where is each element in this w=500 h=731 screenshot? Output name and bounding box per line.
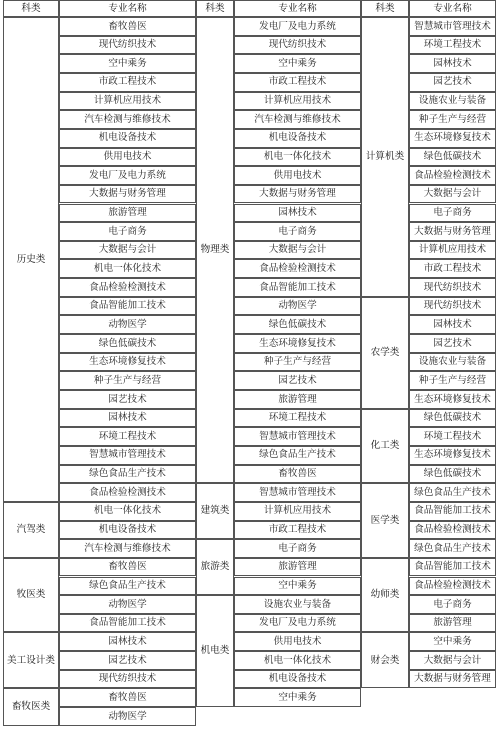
major-cell: 电子商务 xyxy=(234,539,361,558)
major-cell: 汽车检测与维修技术 xyxy=(234,110,361,129)
major-cell: 动物医学 xyxy=(59,595,196,614)
category-cell: 计算机类 xyxy=(361,17,409,297)
category-cell: 汽驾类 xyxy=(3,502,59,558)
major-cell: 市政工程技术 xyxy=(59,73,196,92)
major-cell: 园林技术 xyxy=(409,315,496,334)
category-cell: 化工类 xyxy=(361,409,409,484)
major-cell: 智慧城市管理技术 xyxy=(234,427,361,446)
major-cell: 机电设备技术 xyxy=(234,129,361,148)
major-cell: 园艺技术 xyxy=(409,73,496,92)
major-cell: 供用电技术 xyxy=(234,166,361,185)
major-cell: 动物医学 xyxy=(234,297,361,316)
major-cell: 绿色食品生产技术 xyxy=(59,465,196,484)
major-cell: 电子商务 xyxy=(409,595,496,614)
major-cell: 现代纺织技术 xyxy=(409,297,496,316)
major-cell: 发电厂及电力系统 xyxy=(234,17,361,36)
major-cell: 食品检验检测技术 xyxy=(59,278,196,297)
major-cell: 现代纺织技术 xyxy=(409,278,496,297)
major-cell: 电子商务 xyxy=(409,204,496,223)
category-cell: 物理类 xyxy=(196,17,234,483)
major-cell: 大数据与财务管理 xyxy=(59,185,196,204)
major-cell: 绿色低碳技术 xyxy=(409,409,496,428)
header-major: 专业名称 xyxy=(59,0,196,17)
major-cell: 畜牧兽医 xyxy=(59,688,196,707)
major-cell: 大数据与会计 xyxy=(409,651,496,670)
major-cell: 生态环境修复技术 xyxy=(409,390,496,409)
major-cell: 市政工程技术 xyxy=(409,259,496,278)
category-cell: 美工设计类 xyxy=(3,632,59,688)
major-cell: 大数据与财务管理 xyxy=(409,222,496,241)
major-cell: 绿色食品生产技术 xyxy=(409,483,496,502)
major-cell: 畜牧兽医 xyxy=(234,465,361,484)
major-cell: 机电一体化技术 xyxy=(234,148,361,167)
major-cell: 园艺技术 xyxy=(234,371,361,390)
major-cell: 空中乘务 xyxy=(409,632,496,651)
major-cell: 环境工程技术 xyxy=(234,409,361,428)
major-cell: 食品检验检测技术 xyxy=(409,521,496,540)
major-cell: 食品智能加工技术 xyxy=(59,297,196,316)
header-category: 科类 xyxy=(3,0,59,17)
major-cell: 旅游管理 xyxy=(234,390,361,409)
header-major: 专业名称 xyxy=(234,0,361,17)
major-cell: 环境工程技术 xyxy=(409,36,496,55)
major-cell: 空中乘务 xyxy=(59,54,196,73)
major-cell: 动物医学 xyxy=(59,315,196,334)
major-cell: 绿色食品生产技术 xyxy=(59,577,196,596)
major-cell: 大数据与会计 xyxy=(59,241,196,260)
major-cell: 生态环境修复技术 xyxy=(409,129,496,148)
major-cell: 机电一体化技术 xyxy=(59,259,196,278)
major-cell: 环境工程技术 xyxy=(409,427,496,446)
major-cell: 种子生产与经营 xyxy=(409,110,496,129)
major-cell: 空中乘务 xyxy=(234,688,361,707)
major-cell: 现代纺织技术 xyxy=(59,670,196,689)
category-cell: 旅游类 xyxy=(196,539,234,595)
major-cell: 空中乘务 xyxy=(234,54,361,73)
major-cell: 畜牧兽医 xyxy=(59,558,196,577)
major-cell: 智慧城市管理技术 xyxy=(234,483,361,502)
major-cell: 绿色食品生产技术 xyxy=(234,446,361,465)
major-cell: 供用电技术 xyxy=(59,148,196,167)
major-cell: 食品智能加工技术 xyxy=(59,614,196,633)
major-cell: 旅游管理 xyxy=(409,614,496,633)
category-cell: 幼师类 xyxy=(361,558,409,633)
category-cell: 医学类 xyxy=(361,483,409,558)
major-cell: 园艺技术 xyxy=(409,334,496,353)
major-cell: 绿色低碳技术 xyxy=(234,315,361,334)
category-cell: 农学类 xyxy=(361,297,409,409)
major-cell: 绿色低碳技术 xyxy=(59,334,196,353)
major-cell: 食品智能加工技术 xyxy=(409,558,496,577)
major-cell: 食品检验检测技术 xyxy=(409,166,496,185)
category-cell: 机电类 xyxy=(196,595,234,707)
major-cell: 发电厂及电力系统 xyxy=(59,166,196,185)
category-cell: 牧医类 xyxy=(3,558,59,633)
major-cell: 大数据与财务管理 xyxy=(409,670,496,689)
major-cell: 机电设备技术 xyxy=(59,521,196,540)
major-cell: 大数据与会计 xyxy=(234,241,361,260)
major-cell: 电子商务 xyxy=(234,222,361,241)
major-cell: 市政工程技术 xyxy=(234,73,361,92)
major-cell: 旅游管理 xyxy=(59,204,196,223)
major-cell: 园艺技术 xyxy=(59,651,196,670)
major-cell: 食品检验检测技术 xyxy=(59,483,196,502)
major-cell: 动物医学 xyxy=(59,707,196,726)
category-cell: 财会类 xyxy=(361,632,409,688)
major-cell: 园林技术 xyxy=(59,632,196,651)
major-cell: 汽车检测与维修技术 xyxy=(59,539,196,558)
major-cell: 现代纺织技术 xyxy=(234,36,361,55)
major-cell: 市政工程技术 xyxy=(234,521,361,540)
major-cell: 生态环境修复技术 xyxy=(59,353,196,372)
header-major: 专业名称 xyxy=(409,0,496,17)
major-cell: 计算机应用技术 xyxy=(59,92,196,111)
major-cell: 食品检验检测技术 xyxy=(409,577,496,596)
category-cell: 历史类 xyxy=(3,17,59,502)
major-cell: 机电设备技术 xyxy=(59,129,196,148)
major-cell: 空中乘务 xyxy=(234,577,361,596)
major-cell: 机电一体化技术 xyxy=(59,502,196,521)
major-cell: 现代纺织技术 xyxy=(59,36,196,55)
major-cell: 供用电技术 xyxy=(234,632,361,651)
major-cell: 生态环境修复技术 xyxy=(234,334,361,353)
major-cell: 大数据与财务管理 xyxy=(234,185,361,204)
major-cell: 园林技术 xyxy=(409,54,496,73)
major-cell: 设施农业与装备 xyxy=(409,92,496,111)
major-cell: 电子商务 xyxy=(59,222,196,241)
major-cell: 生态环境修复技术 xyxy=(409,446,496,465)
major-cell: 畜牧兽医 xyxy=(59,17,196,36)
category-cell: 畜牧医类 xyxy=(3,688,59,725)
major-cell: 食品检验检测技术 xyxy=(234,259,361,278)
major-cell: 环境工程技术 xyxy=(59,427,196,446)
major-cell: 发电厂及电力系统 xyxy=(234,614,361,633)
major-cell: 设施农业与装备 xyxy=(409,353,496,372)
major-cell: 食品智能加工技术 xyxy=(234,278,361,297)
header-category: 科类 xyxy=(196,0,234,17)
major-cell: 大数据与会计 xyxy=(409,185,496,204)
major-cell: 计算机应用技术 xyxy=(409,241,496,260)
major-cell: 智慧城市管理技术 xyxy=(59,446,196,465)
major-cell: 种子生产与经营 xyxy=(59,371,196,390)
major-cell: 机电设备技术 xyxy=(234,670,361,689)
major-cell: 旅游管理 xyxy=(234,558,361,577)
major-cell: 智慧城市管理技术 xyxy=(409,17,496,36)
major-cell: 园艺技术 xyxy=(59,390,196,409)
major-cell: 园林技术 xyxy=(59,409,196,428)
header-category: 科类 xyxy=(361,0,409,17)
major-cell: 种子生产与经营 xyxy=(409,371,496,390)
major-cell: 绿色低碳技术 xyxy=(409,148,496,167)
major-cell: 园林技术 xyxy=(234,204,361,223)
category-cell: 建筑类 xyxy=(196,483,234,539)
major-cell: 食品智能加工技术 xyxy=(409,502,496,521)
major-cell: 汽车检测与维修技术 xyxy=(59,110,196,129)
major-cell: 种子生产与经营 xyxy=(234,353,361,372)
major-cell: 计算机应用技术 xyxy=(234,502,361,521)
major-cell: 绿色低碳技术 xyxy=(409,465,496,484)
major-cell: 设施农业与装备 xyxy=(234,595,361,614)
major-cell: 绿色食品生产技术 xyxy=(409,539,496,558)
major-cell: 机电一体化技术 xyxy=(234,651,361,670)
major-cell: 计算机应用技术 xyxy=(234,92,361,111)
